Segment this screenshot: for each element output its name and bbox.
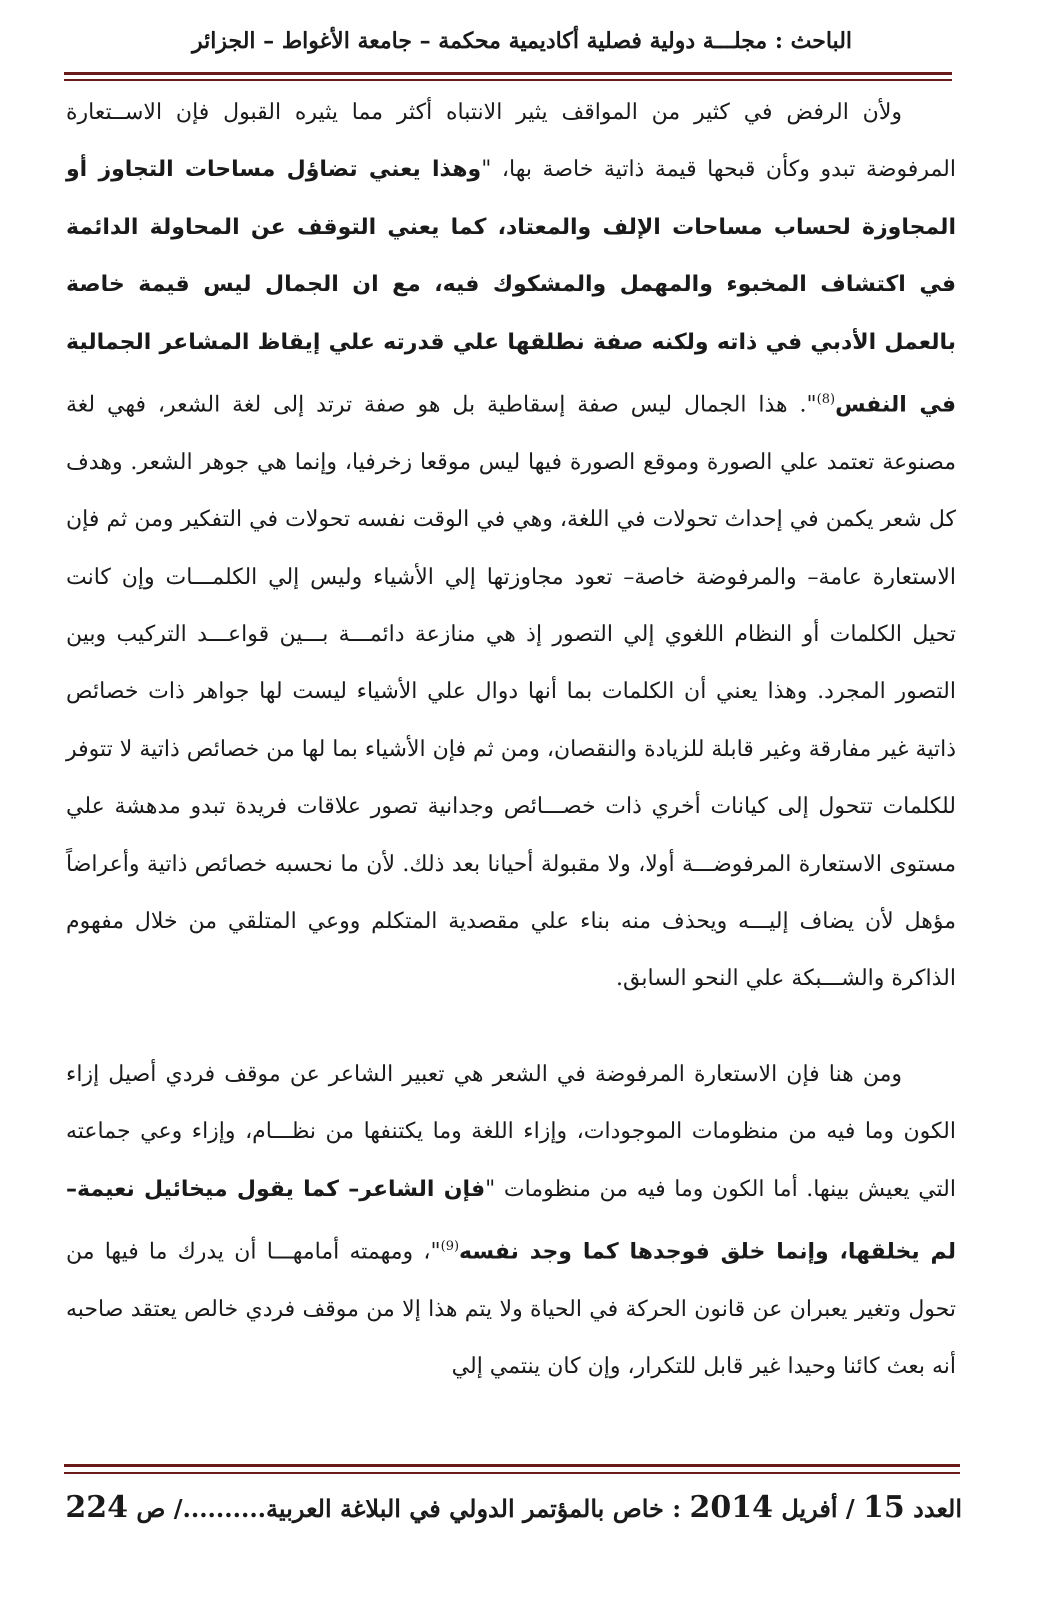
header-rule-thick [64,72,952,75]
paragraph-2-text-b: "، ومهمته أمامهـــا أن يدرك ما فيها من تحول وتغير يعبران عن قانون الحركة في الحياة ولا يتم هذا إلا من موقف فردي خالص يعتقد صاحبه أنه بعث كائنا وحيدا غير قابل للتكرار، وإن كان ينتمي إلي [66,1239,956,1380]
footer-month: أفريل [781,1494,838,1523]
footer-rule-thin [64,1472,960,1474]
footnote-ref-9: (9) [440,1239,460,1255]
paragraph-1-quote: وهذا يعني تضاؤل مساحات التجاوز أو المجاوزة لحساب مساحات الإلف والمعتاد، كما يعني التوقف عن المحاولة الدائمة في اكتشاف المخبوء والمهمل والمشكوك فيه، مع ان الجمال ليس قيمة خاصة بالعمل الأدبي في ذاته ولكنه صفة نطلقها علي قدرته علي إيقاظ المشاعر الجمالية في النفس [66,157,957,418]
paragraph-1 [66,84,956,1008]
header-rule-thin [64,79,952,81]
footer-issue-label: العدد [913,1494,962,1523]
footer-slash: / [845,1494,855,1523]
page-footer [65,1486,962,1530]
paragraph-2-quote: فإن الشاعر– كما يقول ميخائيل نعيمة– لم يخلقها، وإنما خلق فوجدها كما وجد نفسه [66,1176,956,1265]
footer-rule-thick [64,1464,960,1467]
paragraph-1-text-b: ". هذا الجمال ليس صفة إسقاطية بل هو صفة ترتد إلى لغة الشعر، فهي لغة مصنوعة تعتمد علي الصورة وموقع الصورة فيها ليس موقعا زخرفيا، وإنما هي جوهر الشعر. وهدف كل شعر يكمن في إحداث تحولات في اللغة، وهي في الوقت نفسه تحولات في التفكير ومن ثم فإن الاستعارة عامة– والمرفوضة خاصة– تعود مجاوزتها إلي الأشياء وليس إلي الكلمـــات وإن كانت تحيل الكلمات أو النظام اللغوي إلي التصور إذ هي منازعة دائمـــة بـــين قواعـــد التركيب وبين التصور المجرد. وهذا يعني أن الكلمات بما أنها دوال علي الأشياء ليست لها جواهر ذات خصائص ذاتية غير مفارقة وغير قابلة للزيادة والنقصان، ومن ثم فإن الأشياء بما لها من خصائص ذاتية لا تتوفر للكلمات تتحول إلى كيانات أخري ذات خصـــائص وجدانية تصور علاقات فريدة تبدو مدهشة علي مستوى الاستعارة المرفوضـــة أولا، ولا مقبولة أحيانا بعد ذلك. لأن ما نحسبه خصائص ذاتية وأعراضاً مؤهل لأن يضاف إليـــه ويحذف منه بناء علي مقصدية المتكلم ووعي المتلقي من خلال مفهوم الذاكرة والشـــبكة علي النحو السابق. [66,392,956,992]
footer-year: 2014 [689,1490,773,1525]
article-body [66,84,956,1396]
footnote-ref-8: (8) [816,392,836,408]
paragraph-1-text-a: ولأن الرفض في كثير من المواقف يثير الانتباه أكثر مما يثيره القبول فإن الاســتعارة المرفوضة تبدو وكأن قبحها قيمة ذاتية خاصة بها، " [66,100,956,183]
footer-issue-number: 15 [863,1490,905,1525]
footer-description: : خاص بالمؤتمر الدولي في البلاغة العربية.......... [182,1494,682,1523]
footer-page-number: 224 [65,1490,128,1525]
paragraph-2-text-a: ومن هنا فإن الاستعارة المرفوضة في الشعر هي تعبير الشاعر عن موقف فردي أصيل إزاء الكون وما فيه من منظومات الموجودات، وإزاء اللغة وما يكتنفها من نظـــام، وإزاء وعي جماعته التي يعيش بينها. أما الكون وما فيه من منظومات " [66,1061,956,1202]
paragraph-2 [66,1046,956,1396]
journal-header-text: الباحث : مجلـــة دولية فصلية أكاديمية محكمة – جامعة الأغواط – الجزائر [191,28,853,54]
footer-page-label: / ص [136,1494,183,1523]
journal-header [60,22,984,60]
